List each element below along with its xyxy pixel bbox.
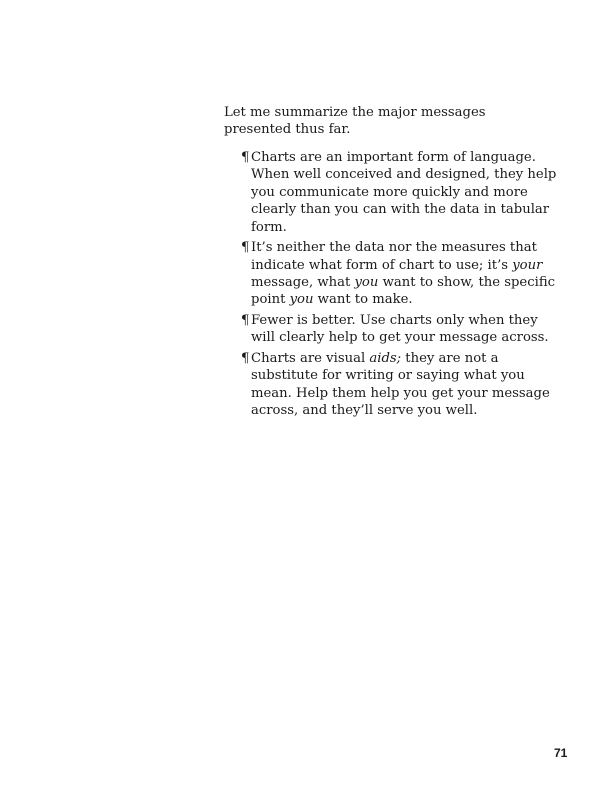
list-item-text: It’s neither the data nor the measures that indicate what form of chart to use; it’s your message, what you want to show, the specific point you want to make.: [251, 240, 556, 308]
pilcrow-icon: ¶: [241, 313, 250, 329]
pilcrow-icon: ¶: [241, 240, 250, 256]
intro-paragraph: Let me summarize the major messages presented thus far.: [224, 105, 486, 138]
list-item-text: Fewer is better. Use charts only when they will clearly help to get your message across.: [251, 313, 549, 346]
page-number: 71: [554, 746, 568, 760]
list-item: [241, 239, 563, 309]
list-item: [241, 350, 563, 420]
list-item-text: Charts are an important form of language. When well conceived and designed, they help you communicate more quickly and more clearly than you can with the data in tabular form.: [251, 150, 557, 235]
list-item: [241, 149, 563, 236]
pilcrow-icon: ¶: [241, 351, 250, 367]
pilcrow-icon: ¶: [241, 150, 250, 165]
list-item: [241, 312, 563, 347]
list-item-text: Charts are visual aids; they are not a substitute for writing or saying what you mean. Help them help you get your message across, and they’ll serve you well.: [251, 351, 550, 419]
summary-list: [241, 149, 563, 423]
